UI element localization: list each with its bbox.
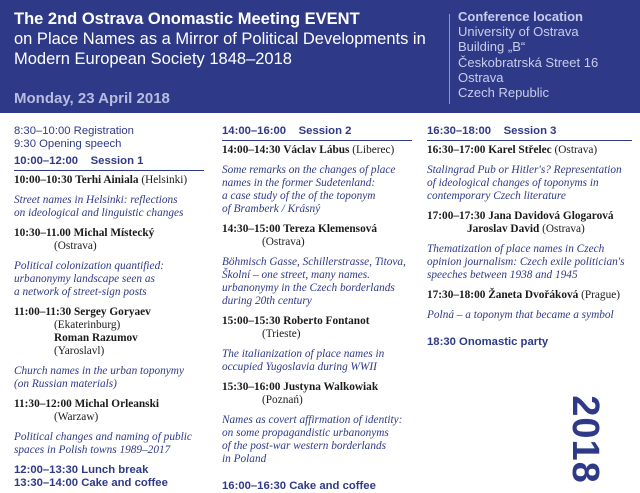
talk-7-title: occupied Yugoslavia during WWII <box>222 361 377 373</box>
location-line: Building „B“ <box>458 39 526 55</box>
talk-1: 10:00–10:30 Terhi Ainiala (Helsinki) <box>14 174 188 186</box>
location-line: Českobratrská Street 16 <box>458 54 599 70</box>
talk-3-title: (on Russian materials) <box>14 378 117 390</box>
talk-8-title: in Poland <box>222 453 267 465</box>
talk-2-title: a network of street-sign posts <box>14 286 147 298</box>
talk-5-title: Some remarks on the changes of place <box>222 164 396 176</box>
talk-4-place: (Warzaw) <box>54 411 99 423</box>
event-title <box>14 9 426 69</box>
location-heading: Conference location <box>458 9 583 24</box>
cake-and-coffee-2: 16:00–16:30 Cake and coffee <box>222 480 376 492</box>
title-line-1: The 2nd Ostrava Onomastic Meeting EVENT <box>14 10 360 28</box>
location-line: Czech Republic <box>458 85 550 101</box>
session-3-heading: 16:30–18:00 Session 3 <box>427 125 557 137</box>
talk-6-title: Böhmisch Gasse, Schillerstrasse, Titova, <box>222 256 406 268</box>
talk-5-title: a case study of the of the toponym <box>222 190 376 202</box>
event-date: Monday, 23 April 2018 <box>14 90 170 107</box>
talk-8: 15:30–16:00 Justyna Walkowiak <box>222 381 379 393</box>
talk-9-title: Stalingrad Pub or Hitler's? Representation <box>427 164 622 176</box>
talk-3-title: Church names in the urban toponymy <box>14 365 184 377</box>
conference-location <box>458 9 598 100</box>
talk-4-title: Political changes and naming of public <box>14 431 192 443</box>
talk-10-title: Thematization of place names in Czech <box>427 243 605 255</box>
session-1-heading: 10:00–12:00 Session 1 <box>14 155 144 167</box>
talk-7-place: (Trieste) <box>262 328 301 340</box>
program-column-1 <box>14 125 204 490</box>
location-line: University of Ostrava <box>458 24 579 40</box>
talk-4-title: spaces in Polish towns 1989–2017 <box>14 444 171 456</box>
title-line-2: on Place Names as a Mirror of Political Developments in <box>14 30 426 48</box>
year-vertical: 2018 <box>563 395 606 484</box>
talk-5-title: of Bramberk / Krásný <box>222 203 321 215</box>
talk-6-title: during 20th century <box>222 295 312 307</box>
talk-11: 17:30–18:00 Žaneta Dvořáková (Prague) <box>427 289 620 301</box>
session-2-heading: 14:00–16:00 Session 2 <box>222 125 352 137</box>
talk-5-title: names in the former Sudetenland: <box>222 177 376 189</box>
talk-9-title: contemporary Czech literature <box>427 190 566 202</box>
talk-2-title: urbanonymy landscape seen as <box>14 273 155 285</box>
opening-speech: 9:30 Opening speech <box>14 138 122 150</box>
talk-3-place-1: (Ekaterinburg) <box>54 319 121 331</box>
registration: 8:30–10:00 Registration <box>14 125 134 137</box>
talk-2-place: (Ostrava) <box>54 240 97 252</box>
talk-1-title: on ideological and linguistic changes <box>14 207 184 219</box>
cake-and-coffee-1: 13:30–14:00 Cake and coffee <box>14 477 168 489</box>
talk-3-place-2: (Yaroslavl) <box>54 345 105 357</box>
location-line: Ostrava <box>458 69 504 85</box>
talk-10-name-2: Jaroslav David (Ostrava) <box>467 223 585 235</box>
talk-9: 16:30–17:00 Karel Střelec (Ostrava) <box>427 144 598 156</box>
talk-2-title: Political colonization quantified: <box>14 260 164 272</box>
title-line-3: Modern European Society 1848–2018 <box>14 50 292 68</box>
talk-10-title: opinion journalism: Czech exile politician's <box>427 256 625 268</box>
lunch-break: 12:00–13:30 Lunch break <box>14 464 149 476</box>
onomastic-party: 18:30 Onomastic party <box>427 336 549 348</box>
talk-6-title: urbanonymy in the Czech borderlands <box>222 282 395 294</box>
talk-4: 11:30–12:00 Michal Orleanski <box>14 398 159 410</box>
header-divider <box>449 14 450 104</box>
talk-1-title: Street names in Helsinki: reflections <box>14 194 178 206</box>
talk-5: 14:00–14:30 Václav Lábus (Liberec) <box>222 144 395 156</box>
talk-2: 10:30–11.00 Michal Místecký <box>14 227 155 239</box>
talk-10-title: speeches between 1938 and 1945 <box>427 269 578 281</box>
talk-3-name-2: Roman Razumov <box>54 332 138 344</box>
session-rule <box>222 140 412 141</box>
session-rule <box>427 140 632 141</box>
header-banner <box>0 0 640 113</box>
program-column-3 <box>427 125 632 349</box>
talk-8-title: Names as covert affirmation of identity: <box>222 414 403 426</box>
program-column-2 <box>222 125 412 493</box>
talk-8-title: of the post-war western borderlands <box>222 440 387 452</box>
talk-10: 17:00–17:30 Jana Davidová Glogarová <box>427 210 614 222</box>
talk-7: 15:00–15:30 Roberto Fontanot <box>222 315 370 327</box>
talk-3: 11:00–11:30 Sergey Goryaev <box>14 306 151 318</box>
talk-6-place: (Ostrava) <box>262 236 305 248</box>
talk-6-title: Školní – one street, many names. <box>222 269 370 281</box>
talk-8-title: on some propagandistic urbanonyms <box>222 427 389 439</box>
talk-9-title: of ideological changes of toponyms in <box>427 177 599 189</box>
talk-7-title: The italianization of place names in <box>222 348 385 360</box>
talk-6: 14:30–15:00 Tereza Klemensová <box>222 223 378 235</box>
talk-8-place: (Poznań) <box>262 394 303 406</box>
talk-11-title: Polná – a toponym that became a symbol <box>427 309 614 321</box>
session-rule <box>14 170 204 171</box>
